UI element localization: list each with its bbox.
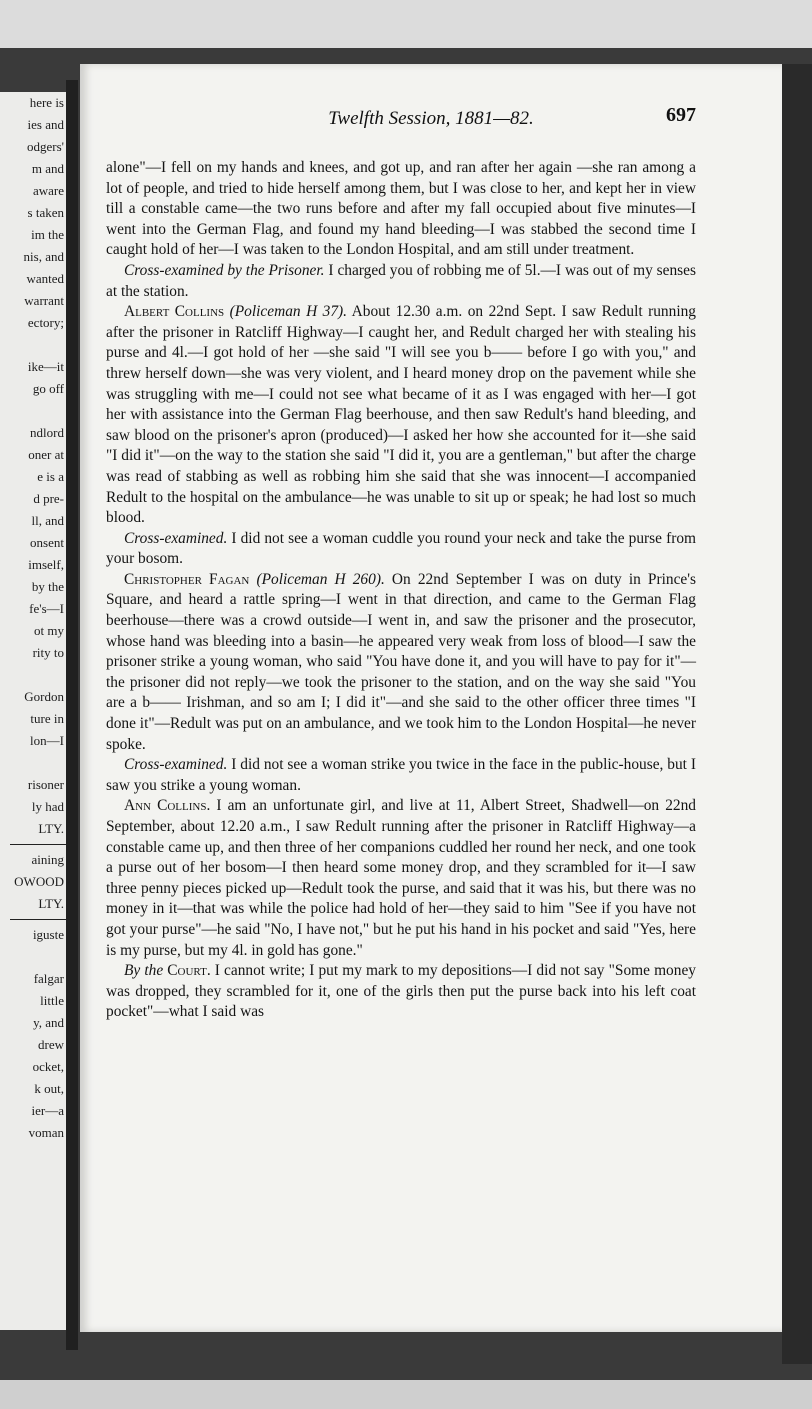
left-text-fragment: voman xyxy=(28,1125,64,1140)
paragraph xyxy=(106,261,696,302)
witness-role: (Policeman H 260). xyxy=(256,570,385,588)
left-text-fragment: ier—a xyxy=(31,1103,64,1118)
left-text-fragment: ture in xyxy=(30,711,64,726)
left-text-fragment: Gordon xyxy=(24,689,64,704)
left-text-fragment: ot my xyxy=(34,623,64,638)
body-text xyxy=(106,158,696,1023)
paragraph-text: I did not see a woman cuddle you round your neck and take the purse from your bosom. xyxy=(106,529,696,568)
left-text-fragment: drew xyxy=(38,1037,64,1052)
left-text-fragment: k out, xyxy=(34,1081,64,1096)
paragraph xyxy=(106,302,696,529)
paragraph-text: I charged you of robbing me of 5l.—I was out of my senses at the station. xyxy=(106,261,696,300)
bottom-background xyxy=(0,1380,812,1409)
left-text-fragment: warrant xyxy=(24,293,64,308)
left-text-fragment xyxy=(0,664,68,686)
left-text-fragment: imself, xyxy=(28,557,64,572)
by-the-label: By the xyxy=(124,962,164,980)
left-text-fragment: falgar xyxy=(33,971,64,986)
left-text-fragment xyxy=(0,334,68,356)
left-rule-2 xyxy=(10,919,68,920)
paragraph xyxy=(106,529,696,570)
left-text-fragment: e is a xyxy=(37,469,64,484)
cross-examined-label: Cross-examined. xyxy=(124,756,228,774)
left-text-fragment: aining xyxy=(31,852,64,867)
left-text-fragment: im the xyxy=(31,227,64,242)
left-ilty-label: LTY. xyxy=(38,821,64,836)
left-text-fragment: aware xyxy=(32,183,64,198)
left-fragments-top xyxy=(0,92,68,818)
top-background xyxy=(0,0,812,48)
left-text-fragment: go off xyxy=(32,381,64,396)
page-header xyxy=(80,104,782,138)
left-text-fragment xyxy=(0,752,68,774)
left-text-fragment: ike—it xyxy=(27,359,64,374)
left-text-fragment: d pre- xyxy=(33,491,64,506)
right-page xyxy=(80,64,782,1332)
left-text-fragment: fe's—I xyxy=(29,601,64,616)
witness-name: Ann Collins. xyxy=(124,797,211,815)
paragraph-text: On 22nd September I was on duty in Prince's Square, and heard a rattle spring—I went in that direction, and came to the German Flag beerhouse—there was a crowd outside—I went in, and saw the prisoner and the prosecutor, whose hand was bleeding into a basin—he appeared very weak from loss of blood—I saw the prisoner strike a young woman, who said "You have done it, and you will have to pay for it"—the prisoner did not reply—we took the prisoner to the station, and on the way she said "You are a b—— Irishman, and so am I; I did it"—and she said to the other officer three times "I done it"—Redult was put on an ambulance, and we took him to the London Hospital—he never spoke. xyxy=(106,570,697,753)
left-text-fragment: rity to xyxy=(32,645,64,660)
left-text-fragment: here is xyxy=(29,95,64,110)
left-rule xyxy=(10,844,68,845)
left-text-fragment: ies and xyxy=(27,117,64,132)
cross-examined-label: Cross-examined by the Prisoner. xyxy=(124,261,325,279)
cross-examined-label: Cross-examined. xyxy=(124,529,228,547)
left-page xyxy=(0,92,68,1330)
left-text-fragment: m and xyxy=(31,161,64,176)
left-text-fragment xyxy=(0,400,68,422)
left-text-fragment: by the xyxy=(31,579,64,594)
witness-name: Christopher Fagan xyxy=(124,570,250,588)
left-text-fragment: s taken xyxy=(27,205,64,220)
paragraph xyxy=(106,570,696,755)
left-text-fragment: OWOOD xyxy=(14,874,64,889)
left-text-fragment: lon—I xyxy=(30,733,64,748)
paragraph xyxy=(106,961,696,1023)
left-text-fragment: risoner xyxy=(27,777,64,792)
page-edge xyxy=(782,64,812,1364)
witness-role: (Policeman H 37). xyxy=(229,303,348,321)
left-ilty-label-2: LTY. xyxy=(38,896,64,911)
court-label: Court. xyxy=(167,962,211,980)
paragraph xyxy=(106,796,696,961)
paragraph xyxy=(106,755,696,796)
left-text-fragment: y, and xyxy=(33,1015,64,1030)
left-text-fragment: wanted xyxy=(26,271,64,286)
witness-name: Albert Collins xyxy=(124,303,225,321)
left-text-fragment: oner at xyxy=(28,447,64,462)
left-text-fragment: ll, and xyxy=(31,513,64,528)
left-fragments-bottom xyxy=(0,924,68,1144)
paragraph-text: alone"—I fell on my hands and knees, and got up, and ran after her again —she ran among a lot of people, and tried to hide herself among them, but I was close to her, and kept her in view till a constable came—the two runs before and after my fall occupied about five minutes—I went into the German Flag, and found my hand bleeding—I was stabbed the second time I caught hold of her—I was taken to the London Hospital, and am still under treatment. xyxy=(106,159,696,259)
left-fragments-mid xyxy=(0,849,68,893)
paragraph-text: About 12.30 a.m. on 22nd Sept. I saw Redult running after the prisoner in Ratcliff Highway—I caught her, and Redult charged her with stealing his purse and 4l.—I got hold of her —she said "I will see you b—— before I go with you," and threw herself down—she was very violent, and I heard money drop on the pavement while she was struggling with me—I could not see what became of it as I was engaged with her—I got her with assistance into the German Flag beerhouse, and then saw Redult's hand bleeding, and saw blood on the prisoner's apron (produced)—I asked her how she accounted for it—she said "I did it"—on the way to the station she said "I did it, you are a gentleman," but after the charge was read of stabbing as well as robbing him she said that she was innocent—I accompanied Redult to the hospital on the ambulance—he was unable to sit up or speak; he had lost so much blood. xyxy=(106,303,696,527)
left-text-fragment: onsent xyxy=(30,535,64,550)
left-text-fragment: little xyxy=(40,993,64,1008)
paragraph-text: I did not see a woman strike you twice in the face in the public-house, but I saw you strike a young woman. xyxy=(106,756,696,794)
left-text-fragment: ly had xyxy=(31,799,64,814)
paragraph-text: I am an unfortunate girl, and live at 11, Albert Street, Shadwell—on 22nd September, about 12.20 a.m., I saw Redult running after the prisoner in Ratcliff Highway—a constable came up, and then three of her companions cuddled her round her neck, and one took a purse out of her bosom—I then heard some money drop, and they scrambled for it—I saw three penny pieces picked up—Redult took the purse, and said that it was his, but there was no money in it—that was while the police had hold of her—they said to him "See if you have not got your purse"—he said "No, I have not," but he put his hand in his pocket and said "Yes, here is my purse, but my 4l. in gold has gone." xyxy=(106,797,696,959)
paragraph xyxy=(106,158,696,261)
left-text-fragment: ectory; xyxy=(27,315,64,330)
left-text-fragment xyxy=(0,946,68,968)
paragraph-text: I cannot write; I put my mark to my depositions—I did not say "Some money was dropped, they scrambled for it, one of the girls then put the purse back into his left coat pocket"—what I said was xyxy=(106,962,696,1021)
book-gutter xyxy=(66,80,78,1350)
running-head: Twelfth Session, 1881—82. xyxy=(328,108,534,129)
left-text-fragment: ndlord xyxy=(30,425,64,440)
left-text-fragment: iguste xyxy=(32,927,64,942)
left-text-fragment: odgers' xyxy=(26,139,64,154)
left-text-fragment: nis, and xyxy=(23,249,64,264)
left-text-fragment: ocket, xyxy=(32,1059,64,1074)
page-number: 697 xyxy=(666,104,696,126)
